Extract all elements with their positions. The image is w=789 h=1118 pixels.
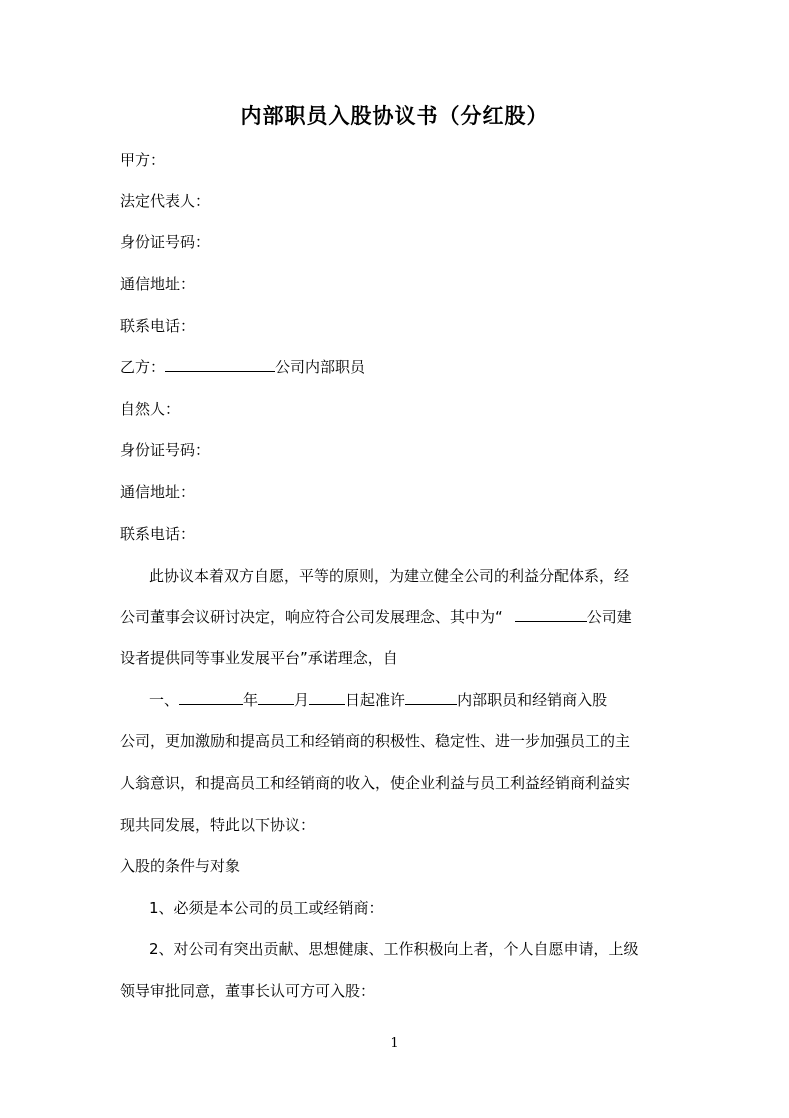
party-b-suffix: 公司内部职员 <box>275 358 366 376</box>
condition-item-2-line-2: 领导审批同意，董事长认可方可入股： <box>120 982 376 1000</box>
intro-line-2 <box>120 607 632 627</box>
section1-line-3: 人翁意识，和提高员工和经销商的收入，使企业利益与员工利益经销商利益实 <box>120 774 631 792</box>
party-a-label: 甲方： <box>120 151 166 169</box>
year-blank <box>179 690 243 705</box>
intro-line-3: 设者提供同等事业发展平台”承诺理念，自 <box>120 649 398 667</box>
year-label: 年 <box>243 691 259 709</box>
party-b-phone: 联系电话： <box>120 525 196 543</box>
month-blank <box>258 690 294 705</box>
party-b-natural-person: 自然人： <box>120 400 181 418</box>
condition-item-2-line-1: 2、对公司有突出贡献、思想健康、工作积极向上者，个人自愿申请，上级 <box>149 940 639 958</box>
condition-item-1: 1、必须是本公司的员工或经销商： <box>149 899 384 917</box>
section1-suffix: 内部职员和经销商入股 <box>457 691 608 709</box>
section1-prefix: 一、 <box>149 691 180 709</box>
intro-line-1: 此协议本着双方自愿，平等的原则，为建立健全公司的利益分配体系，经 <box>149 567 630 585</box>
intro-line-2-text: 公司董事会议研讨决定，响应符合公司发展理念、其中为“ <box>120 608 503 626</box>
document-title: 内部职员入股协议书（分红股） <box>240 103 549 128</box>
party-b-address: 通信地址： <box>120 483 196 501</box>
intro-line-2-suffix: 公司建 <box>586 608 632 626</box>
party-a-phone: 联系电话： <box>120 317 196 335</box>
day-blank <box>309 690 345 705</box>
intro-blank <box>515 607 587 622</box>
party-b-id-number: 身份证号码： <box>120 441 211 459</box>
party-b-label: 乙方： <box>120 358 166 376</box>
party-a-legal-rep: 法定代表人： <box>120 192 211 210</box>
company-blank <box>405 690 457 705</box>
section1-line-2: 公司，更加激励和提高员工和经销商的积极性、稳定性、进一步加强员工的主 <box>120 732 631 750</box>
party-b-line <box>120 357 365 377</box>
section1-line-4: 现共同发展，特此以下协议： <box>120 816 316 834</box>
party-a-id-number: 身份证号码： <box>120 233 211 251</box>
month-label: 月 <box>294 691 310 709</box>
party-a-address: 通信地址： <box>120 275 196 293</box>
page-number: 1 <box>390 1036 399 1051</box>
party-b-name-blank <box>165 357 275 372</box>
conditions-heading: 入股的条件与对象 <box>120 857 241 875</box>
day-label: 日起准许 <box>345 691 406 709</box>
section1-line-1 <box>149 690 607 710</box>
